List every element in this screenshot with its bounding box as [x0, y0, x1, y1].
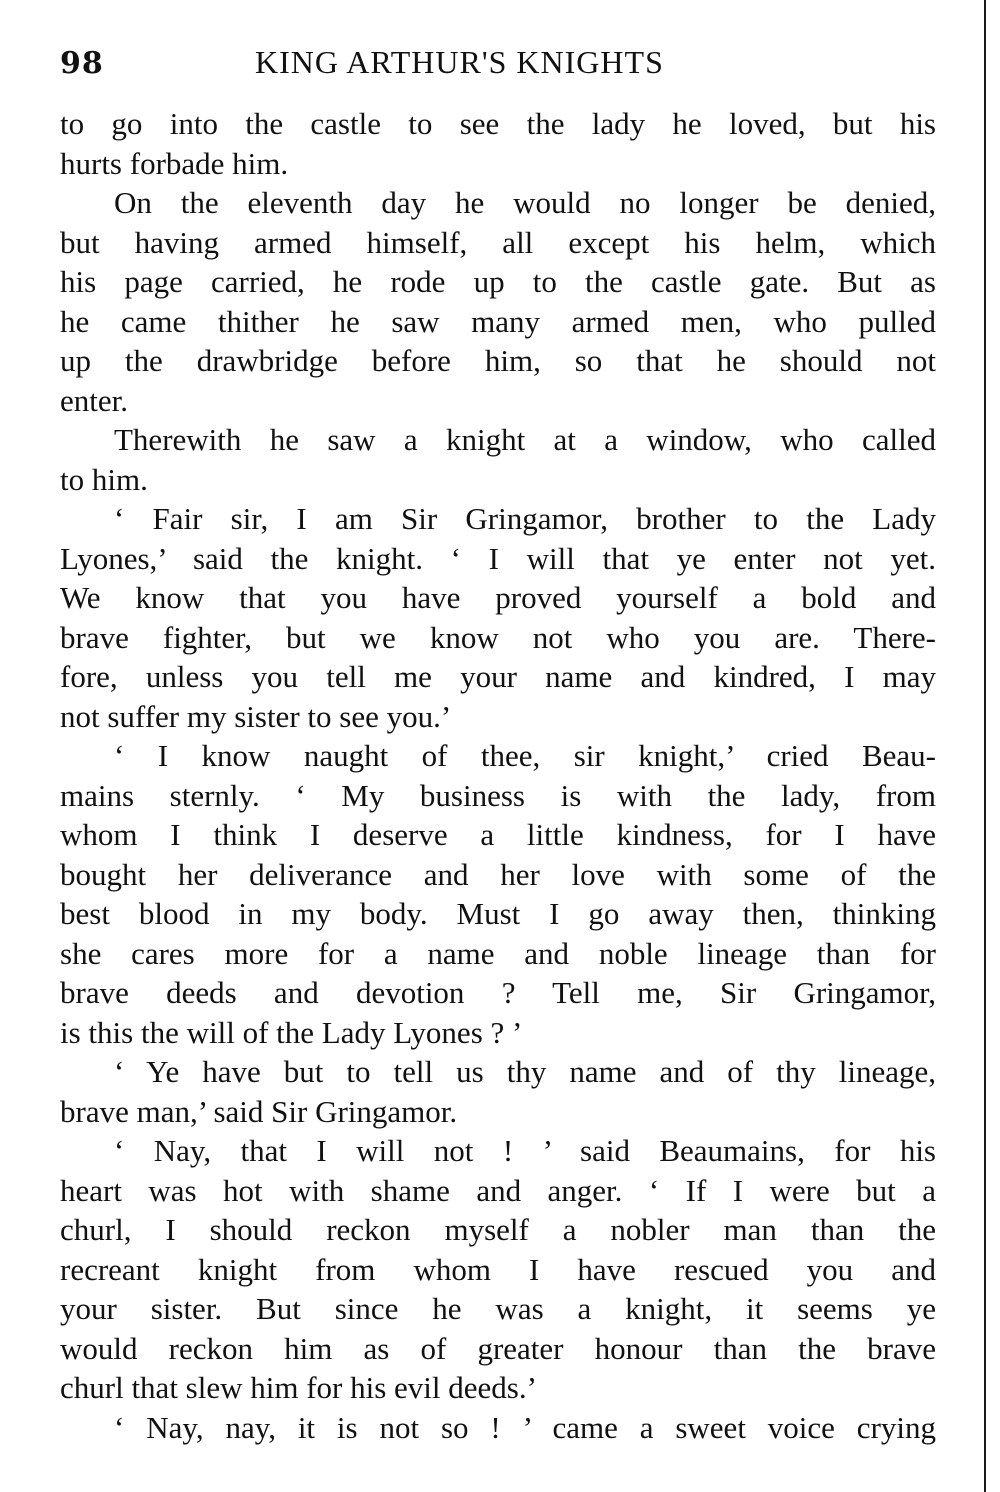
text-line: to go into the castle to see the lady he loved, but his	[60, 106, 936, 141]
text-line: but having armed himself, all except his helm, which	[60, 224, 936, 260]
text-line: ‘ I know naught of thee, sir knight,’ cried Beau-	[114, 738, 936, 773]
text-line: he came thither he saw many armed men, who pulled	[60, 303, 936, 339]
text-line: hurts forbade him.	[60, 145, 289, 181]
page-number: 98	[60, 46, 104, 81]
text-line: bought her deliverance and her love with some of the	[60, 856, 936, 892]
text-line: heart was hot with shame and anger. ‘ If I were but a	[60, 1172, 936, 1208]
text-line: enter.	[60, 382, 128, 418]
text-line: brave fighter, but we know not who you are. There-	[60, 619, 936, 655]
body-text	[60, 104, 936, 1447]
page-header	[60, 40, 940, 90]
text-line: brave deeds and devotion ? Tell me, Sir Gringamor,	[60, 975, 936, 1010]
text-line: ‘ Nay, that I will not ! ’ said Beaumains, for his	[114, 1133, 936, 1168]
text-line: churl that slew him for his evil deeds.’	[60, 1370, 537, 1405]
text-line: best blood in my body. Must I go away then, thinking	[60, 896, 936, 931]
page-edge-rule	[984, 0, 986, 1492]
text-line: not suffer my sister to see you.’	[60, 698, 452, 734]
text-line: We know that you have proved yourself a bold and	[60, 580, 936, 615]
text-line: ‘ Ye have but to tell us thy name and of thy lineage,	[114, 1054, 936, 1089]
text-line: to him.	[60, 461, 148, 497]
text-line: Lyones,’ said the knight. ‘ I will that ye enter not yet.	[60, 540, 936, 576]
text-line: ‘ Nay, nay, it is not so ! ’ came a sweet voice crying	[114, 1409, 936, 1445]
text-line: churl, I should reckon myself a nobler man than the	[60, 1212, 936, 1247]
text-line: up the drawbridge before him, so that he should not	[60, 343, 936, 378]
text-line: fore, unless you tell me your name and kindred, I may	[60, 659, 936, 694]
text-line: Therewith he saw a knight at a window, who called	[114, 422, 936, 457]
text-line: mains sternly. ‘ My business is with the lady, from	[60, 777, 936, 813]
text-line: On the eleventh day he would no longer be denied,	[114, 185, 936, 220]
text-line: would reckon him as of greater honour than the brave	[60, 1330, 936, 1366]
text-line: is this the will of the Lady Lyones ? ’	[60, 1014, 523, 1050]
text-line: ‘ Fair sir, I am Sir Gringamor, brother to the Lady	[114, 501, 936, 536]
text-line: your sister. But since he was a knight, it seems ye	[60, 1291, 936, 1326]
text-line: she cares more for a name and noble lineage than for	[60, 935, 936, 971]
text-line: whom I think I deserve a little kindness, for I have	[60, 817, 936, 852]
text-line: brave man,’ said Sir Gringamor.	[60, 1093, 458, 1129]
text-line: recreant knight from whom I have rescued you and	[60, 1251, 936, 1287]
running-head: KING ARTHUR'S KNIGHTS	[255, 44, 664, 80]
text-line: his page carried, he rode up to the castle gate. But as	[60, 264, 936, 299]
